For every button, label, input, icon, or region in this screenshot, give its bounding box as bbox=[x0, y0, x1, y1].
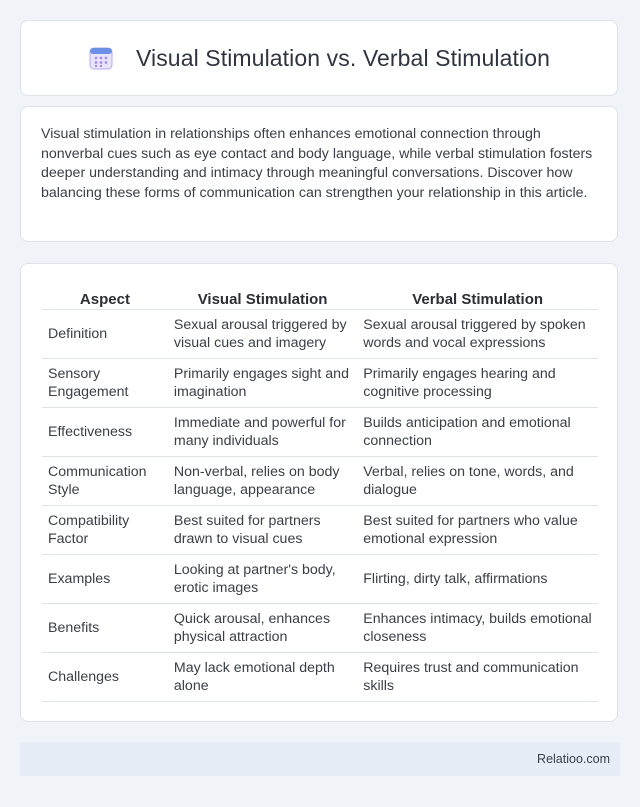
cell-aspect: Benefits bbox=[42, 604, 168, 653]
comparison-table bbox=[42, 286, 598, 702]
cell-aspect: Examples bbox=[42, 555, 168, 604]
cell-verbal: Primarily engages hearing and cognitive processing bbox=[357, 359, 598, 408]
cell-aspect: Definition bbox=[42, 310, 168, 359]
cell-verbal: Verbal, relies on tone, words, and dialogue bbox=[357, 457, 598, 506]
calendar-icon bbox=[88, 45, 114, 71]
table-row bbox=[42, 408, 598, 457]
table-row bbox=[42, 506, 598, 555]
footer bbox=[20, 742, 620, 776]
cell-verbal: Requires trust and communication skills bbox=[357, 653, 598, 702]
cell-verbal: Sexual arousal triggered by spoken words and vocal expressions bbox=[357, 310, 598, 359]
header-card bbox=[20, 20, 618, 96]
cell-visual: Non-verbal, relies on body language, appearance bbox=[168, 457, 357, 506]
table-row bbox=[42, 555, 598, 604]
cell-verbal: Best suited for partners who value emotional expression bbox=[357, 506, 598, 555]
page-title: Visual Stimulation vs. Verbal Stimulation bbox=[135, 44, 551, 71]
cell-aspect: Challenges bbox=[42, 653, 168, 702]
table-row bbox=[42, 310, 598, 359]
table-row bbox=[42, 457, 598, 506]
column-header-visual: Visual Stimulation bbox=[168, 286, 357, 310]
intro-text: Visual stimulation in relationships often enhances emotional connection through nonverbal cues such as eye contact and body language, while verbal stimulation fosters deeper understanding and intimacy through meaningful conversations. Discover how balancing these forms of communication can strengthen your relationship in this article. bbox=[41, 126, 593, 201]
cell-aspect: Communication Style bbox=[42, 457, 168, 506]
table-header-row bbox=[42, 286, 598, 310]
table-row bbox=[42, 653, 598, 702]
column-header-verbal: Verbal Stimulation bbox=[357, 286, 598, 310]
column-header-aspect: Aspect bbox=[42, 286, 168, 310]
cell-visual: May lack emotional depth alone bbox=[168, 653, 357, 702]
cell-visual: Sexual arousal triggered by visual cues and imagery bbox=[168, 310, 357, 359]
cell-visual: Looking at partner's body, erotic images bbox=[168, 555, 357, 604]
cell-aspect: Effectiveness bbox=[42, 408, 168, 457]
cell-visual: Immediate and powerful for many individuals bbox=[168, 408, 357, 457]
cell-visual: Primarily engages sight and imagination bbox=[168, 359, 357, 408]
intro-card bbox=[20, 106, 618, 242]
cell-verbal: Enhances intimacy, builds emotional closeness bbox=[357, 604, 598, 653]
cell-aspect: Compatibility Factor bbox=[42, 506, 168, 555]
table-row bbox=[42, 604, 598, 653]
table-row bbox=[42, 359, 598, 408]
cell-verbal: Builds anticipation and emotional connection bbox=[357, 408, 598, 457]
header bbox=[88, 45, 550, 72]
cell-visual: Best suited for partners drawn to visual cues bbox=[168, 506, 357, 555]
footer-brand[interactable]: Relatioo.com bbox=[537, 752, 610, 766]
cell-aspect: Sensory Engagement bbox=[42, 359, 168, 408]
cell-visual: Quick arousal, enhances physical attraction bbox=[168, 604, 357, 653]
cell-verbal: Flirting, dirty talk, affirmations bbox=[357, 555, 598, 604]
comparison-card bbox=[20, 263, 618, 722]
